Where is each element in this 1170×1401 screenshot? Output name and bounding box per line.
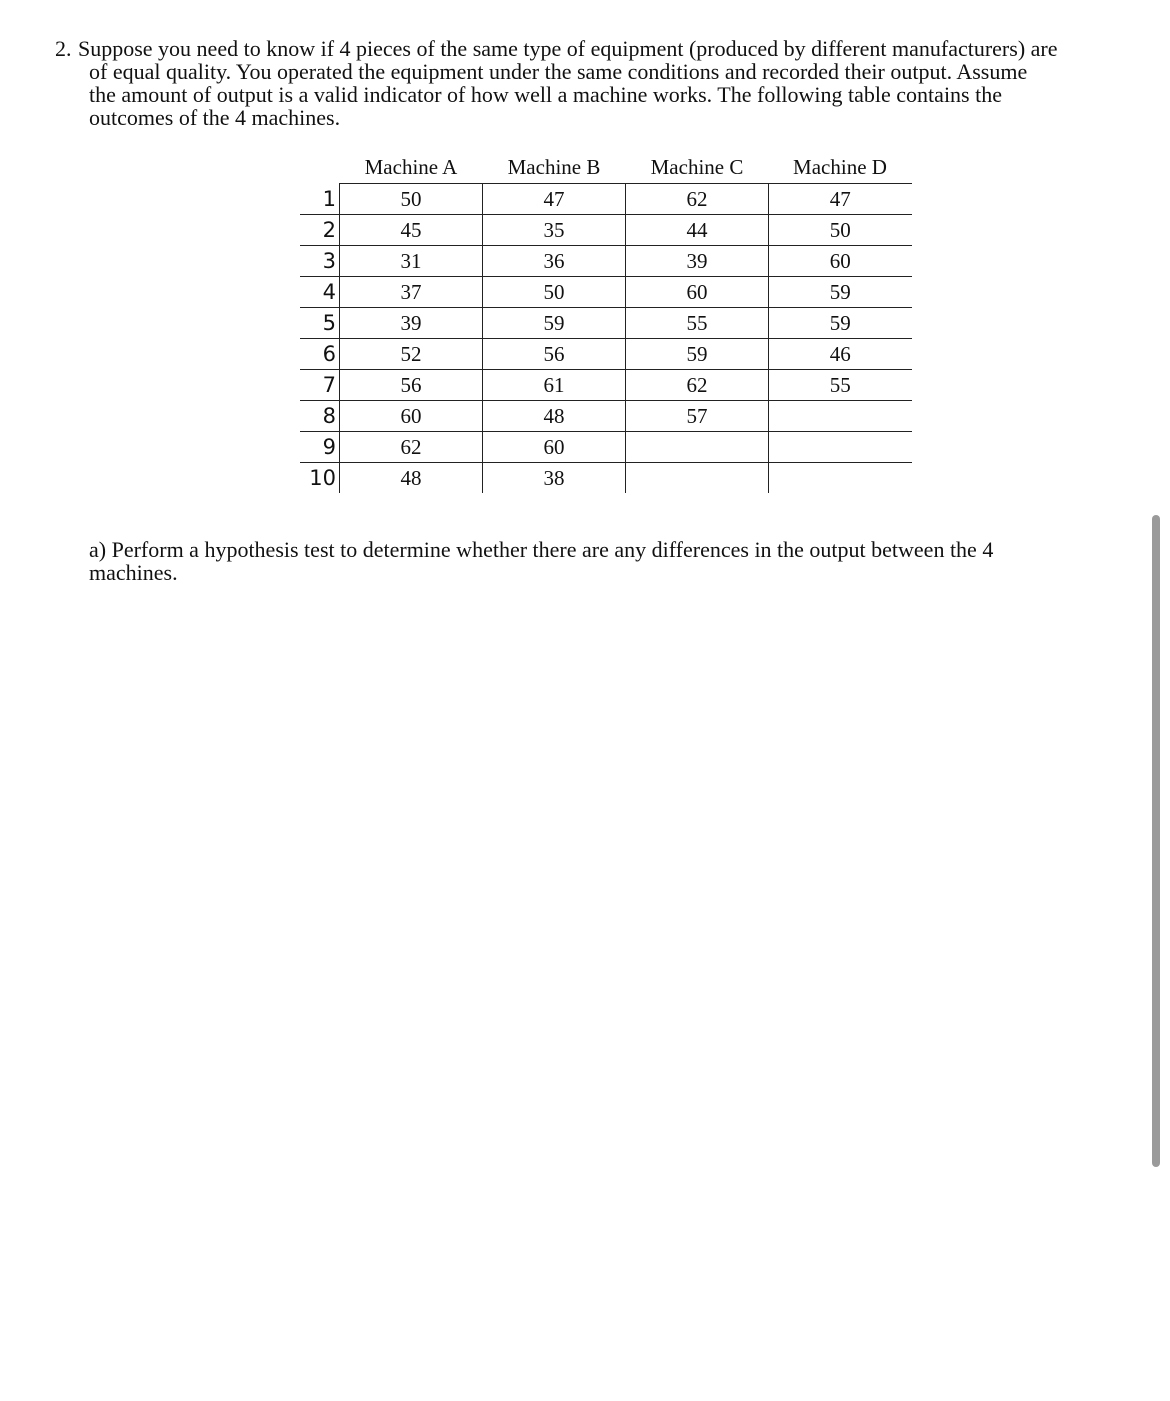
cell-machine-b: 35 [483,215,626,246]
cell-machine-a: 56 [340,370,483,401]
cell-machine-b: 47 [483,184,626,215]
row-number: 2 [300,215,340,246]
table-row [300,432,912,463]
cell-machine-c: 59 [626,339,769,370]
table-row [300,463,912,494]
question-line: outcomes of the 4 machines. [89,105,341,130]
row-number: 5 [300,308,340,339]
cell-machine-d: 59 [769,308,912,339]
cell-machine-b: 56 [483,339,626,370]
row-number: 8 [300,401,340,432]
table-row [300,401,912,432]
table-row [300,215,912,246]
header-machine-a: Machine A [340,152,483,184]
row-number: 4 [300,277,340,308]
cell-machine-c: 44 [626,215,769,246]
cell-machine-a: 52 [340,339,483,370]
cell-machine-b: 48 [483,401,626,432]
cell-machine-a: 45 [340,215,483,246]
cell-machine-c: 57 [626,401,769,432]
header-machine-d: Machine D [769,152,912,184]
cell-machine-a: 37 [340,277,483,308]
cell-machine-b: 50 [483,277,626,308]
cell-machine-a: 48 [340,463,483,494]
cell-machine-c: 60 [626,277,769,308]
header-machine-b: Machine B [483,152,626,184]
cell-machine-c: 62 [626,370,769,401]
cell-machine-b: 38 [483,463,626,494]
row-number: 1 [300,184,340,215]
table-row [300,308,912,339]
question-text [78,37,1115,129]
row-number: 9 [300,432,340,463]
cell-machine-a: 60 [340,401,483,432]
table-row [300,339,912,370]
question-2 [55,37,1115,129]
cell-machine-b: 36 [483,246,626,277]
part-a-line: machines. [89,560,178,585]
row-number: 7 [300,370,340,401]
cell-machine-c: 55 [626,308,769,339]
cell-machine-d: 59 [769,277,912,308]
question-line: the amount of output is a valid indicator of how well a machine works. The following table contains the [89,82,1002,107]
cell-machine-d: 60 [769,246,912,277]
table-row [300,246,912,277]
table-header-row [300,152,912,184]
row-number: 3 [300,246,340,277]
question-line: of equal quality. You operated the equipment under the same conditions and recorded their output. Assume [89,59,1028,84]
cell-machine-d: 50 [769,215,912,246]
row-number: 10 [309,466,336,490]
cell-machine-d [769,401,912,432]
cell-machine-b: 61 [483,370,626,401]
cell-machine-d: 55 [769,370,912,401]
table-row [300,370,912,401]
cell-machine-d: 47 [769,184,912,215]
part-a-label: a) [89,537,107,562]
machine-output-table [300,152,912,493]
cell-machine-d [769,463,912,494]
vertical-scrollbar[interactable] [1152,515,1160,1167]
cell-machine-c: 62 [626,184,769,215]
table-row [300,277,912,308]
cell-machine-d [769,432,912,463]
cell-machine-b: 59 [483,308,626,339]
table-row [300,184,912,215]
cell-machine-a: 31 [340,246,483,277]
part-a-line [89,538,1089,561]
cell-machine-c [626,463,769,494]
part-a [89,538,1089,584]
cell-machine-c: 39 [626,246,769,277]
part-a-text: Perform a hypothesis test to determine whether there are any differences in the output between the 4 [111,537,994,562]
cell-machine-c [626,432,769,463]
cell-machine-d: 46 [769,339,912,370]
cell-machine-a: 50 [340,184,483,215]
header-machine-c: Machine C [626,152,769,184]
question-line: Suppose you need to know if 4 pieces of the same type of equipment (produced by different manufacturers) are [78,36,1058,61]
cell-machine-a: 39 [340,308,483,339]
cell-machine-a: 62 [340,432,483,463]
row-number: 6 [300,339,340,370]
cell-machine-b: 60 [483,432,626,463]
header-corner [300,152,340,184]
question-number: 2. [55,36,72,61]
